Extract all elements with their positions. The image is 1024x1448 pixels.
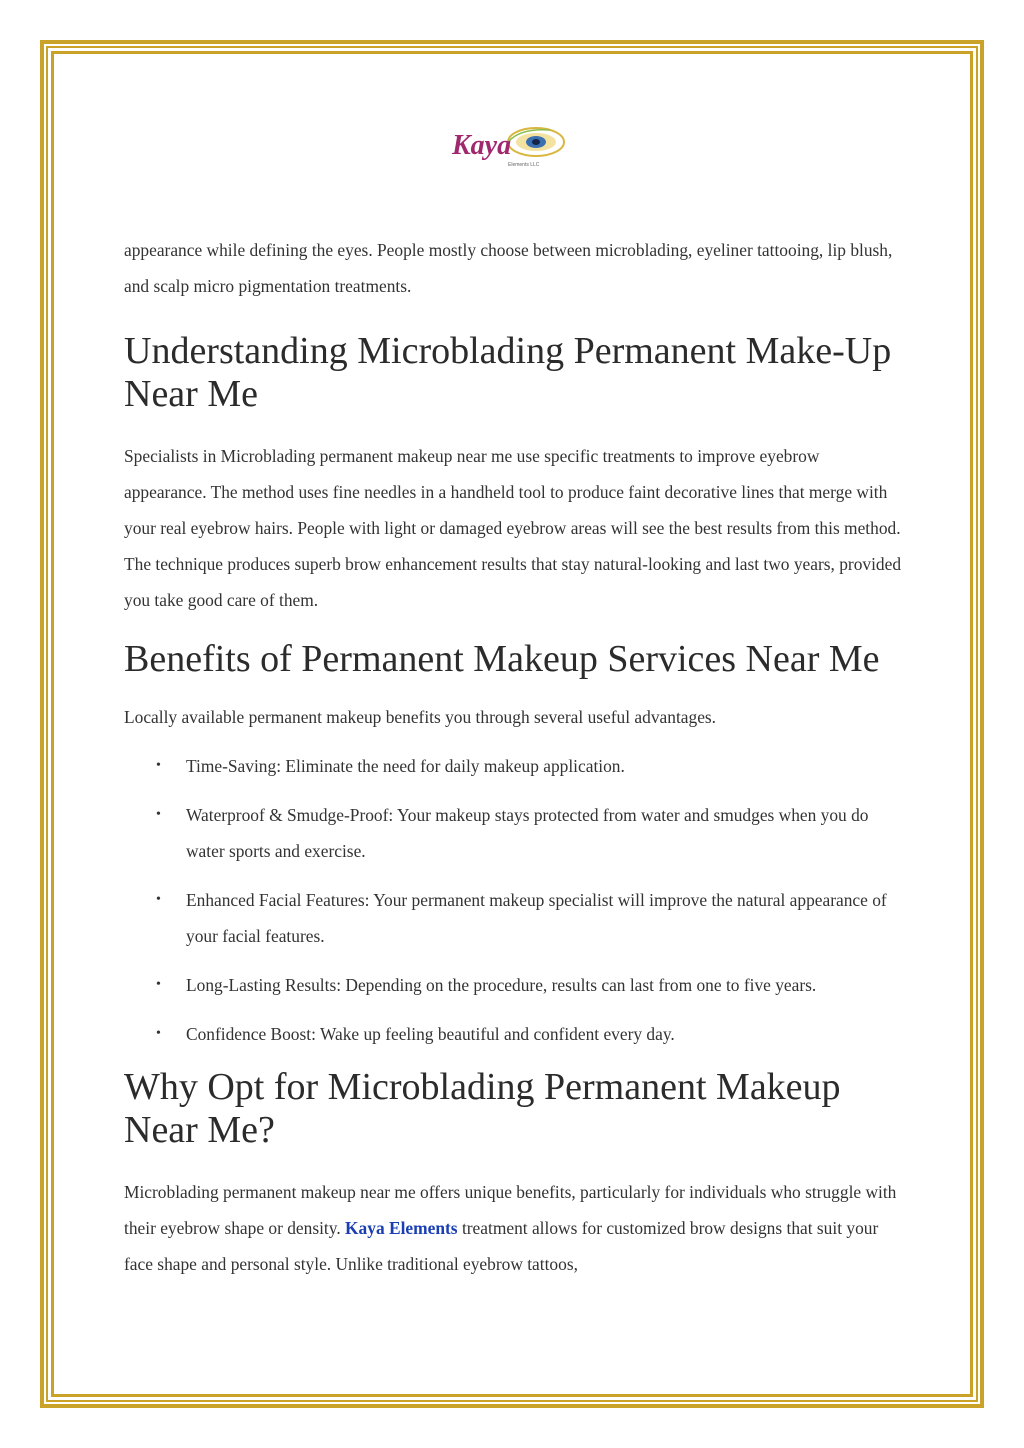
bullet-icon: • [156,758,161,773]
heading-why-opt: Why Opt for Microblading Permanent Makeup Near Me? [124,1066,841,1151]
bullet-icon: • [156,1026,161,1041]
list-item: • Time-Saving: Eliminate the need for daily makeup application. [124,748,904,784]
list-item: • Waterproof & Smudge-Proof: Your makeup stays protected from water and smudges when you do water sports and exercise. [124,797,904,869]
kaya-elements-link[interactable]: Kaya Elements [345,1218,458,1238]
kaya-logo[interactable] [450,118,576,170]
why-opt-paragraph: Microblading permanent makeup near me offers unique benefits, particularly for individuals who struggle with their eyebrow shape or density. Kaya Elements treatment allows for customized brow designs that suit your face shape and personal style. Unlike traditional eyebrow tattoos, [124,1182,897,1274]
svg-text:Kaya: Kaya [452,130,512,161]
bullet-icon: • [156,977,161,992]
list-item: • Confidence Boost: Wake up feeling beautiful and confident every day. [124,1016,904,1052]
bullet-icon: • [156,807,161,822]
peacock-feather-logo-icon [450,118,576,170]
svg-text:Elements LLC: Elements LLC [508,162,540,168]
heading-benefits: Benefits of Permanent Makeup Services Near Me [124,638,880,680]
bullet-icon: • [156,892,161,907]
heading-understanding-microblading: Understanding Microblading Permanent Make-Up Near Me [124,330,892,415]
list-item: • Enhanced Facial Features: Your permanent makeup specialist will improve the natural appearance of your facial features. [124,882,904,954]
benefits-intro-paragraph: Locally available permanent makeup benefits you through several useful advantages. [124,707,717,727]
microblading-paragraph: Specialists in Microblading permanent makeup near me use specific treatments to improve eyebrow appearance. The method uses fine needles in a handheld tool to produce faint decorative lines that merge with your real eyebrow hairs. People with light or damaged eyebrow areas will see the best results from this method. The technique produces superb brow enhancement results that stay natural-looking and last two years, provided you take good care of them. [124,446,902,610]
list-item: • Long-Lasting Results: Depending on the procedure, results can last from one to five years. [124,967,904,1003]
document-content [124,232,904,1282]
intro-paragraph: appearance while defining the eyes. People mostly choose between microblading, eyeliner tattooing, lip blush, and scalp micro pigmentation treatments. [124,240,893,296]
benefits-list [124,748,904,1052]
